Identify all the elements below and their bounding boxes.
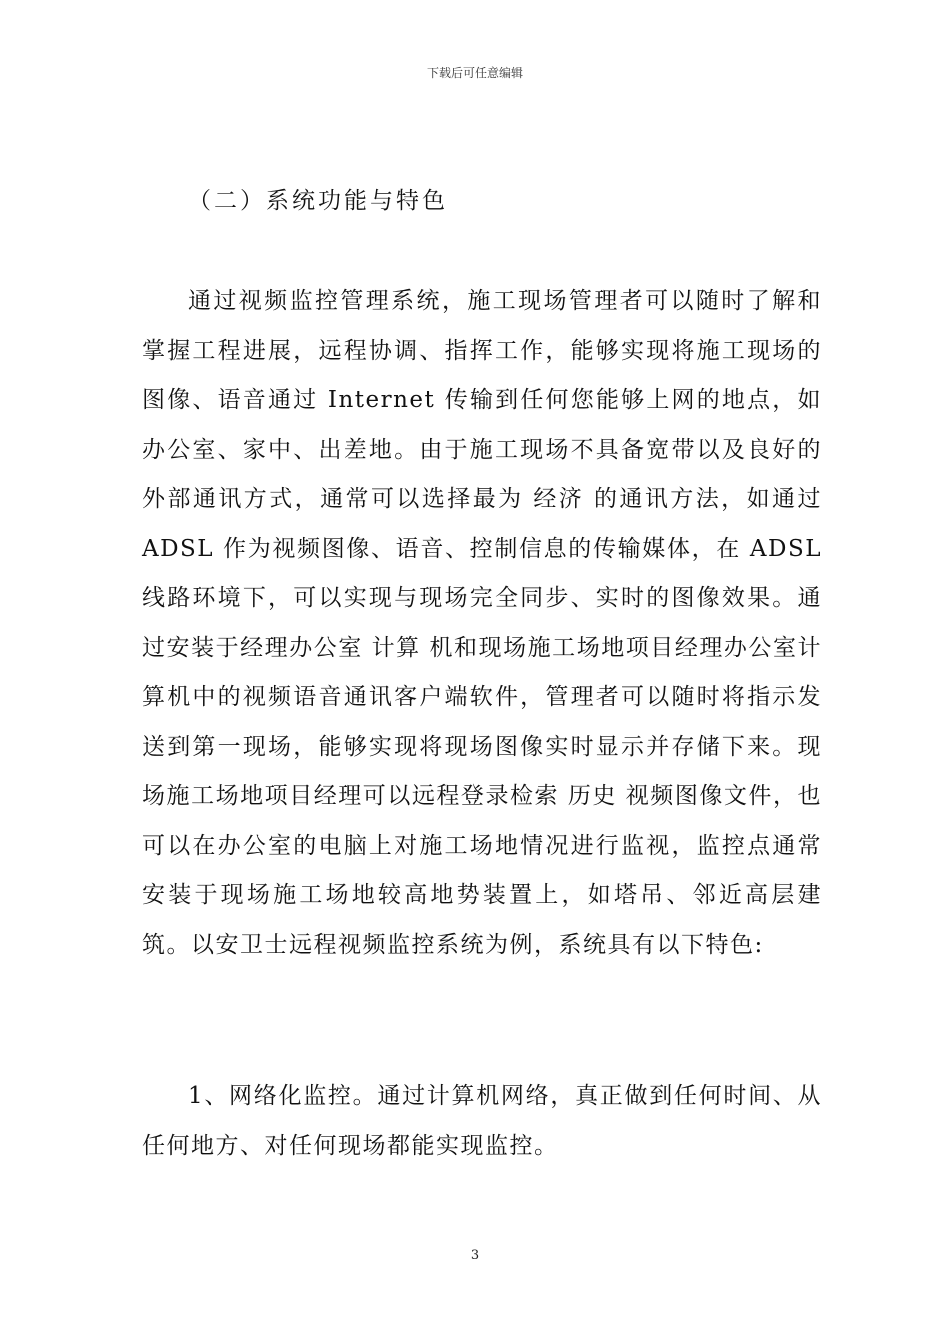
feature-item-paragraph: 1、网络化监控。通过计算机网络，真正做到任何时间、从任何地方、对任何现场都能实现监控。 <box>142 1083 822 1159</box>
page-header: 下载后可任意编辑 <box>426 66 523 80</box>
page-number: 3 <box>470 1248 480 1263</box>
body-paragraph: 通过视频监控管理系统，施工现场管理者可以随时了解和掌握工程进展，远程协调、指挥工作，能够实现将施工现场的图像、语音通过 Internet 传输到任何您能够上网的地点，如办公室、家中、出差地。由于施工现场不具备宽带以及良好的外部通讯方式，通常可以选择最为 经济 的通讯方法，如通过 ADSL 作为视频图像、语音、控制信息的传输媒体，在 ADSL 线路环境下，可以实现与现场完全同步、实时的图像效果。通过安装于经理办公室 计算 机和现场施工场地项目经理办公室计算机中的视频语音通讯客户端软件，管理者可以随时将指示发送到第一现场，能够实现将现场图像实时显示并存储下来。现场施工场地项目经理可以远程登录检索 历史 视频图像文件，也可以在办公室的电脑上对施工场地情况进行监视，监控点通常安装于现场施工场地较高地势装置上，如塔吊、邻近高层建筑。以安卫士远程视频监控系统为例，系统具有以下特色: <box>142 288 822 958</box>
section-title: （二）系统功能与特色 <box>188 188 448 214</box>
